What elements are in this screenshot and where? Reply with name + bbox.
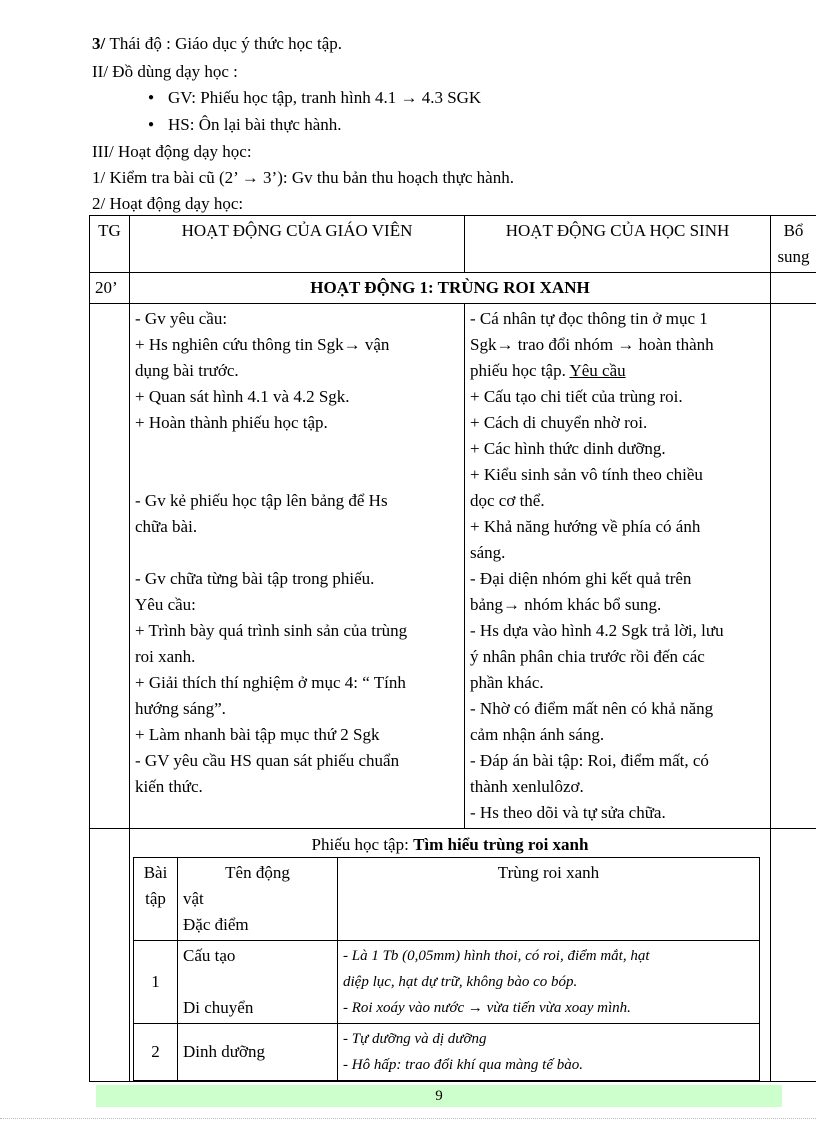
desc-line: - Hô hấp: trao đổi khí qua màng tế bào. — [343, 1057, 583, 1073]
col-bai-1: Bài — [143, 863, 168, 882]
teacher-line: - Gv yêu cầu: — [135, 309, 228, 328]
teacher-activity-cell — [130, 304, 465, 829]
student-line: Sgk→ trao đổi nhóm → hoàn thành — [470, 335, 714, 354]
student-yeucau: Yêu cầu — [569, 361, 626, 380]
student-line: bảng→ nhóm khác bổ sung. — [470, 595, 662, 614]
student-line — [470, 358, 765, 384]
attitude-head: Thái độ — [109, 34, 162, 53]
teacher-line: + Trình bày quá trình sinh sản của trùng — [135, 621, 408, 640]
page-footer — [96, 1085, 782, 1107]
header-extra-1: Bổ — [783, 221, 804, 240]
student-phieu: phiếu học tập. — [470, 361, 570, 380]
student-line: + Khả năng hướng về phía có ánh — [470, 517, 701, 536]
footer-divider — [0, 1118, 816, 1119]
student-activity-cell — [465, 304, 771, 829]
time-cell: 20’ — [90, 273, 130, 304]
teacher-line: - Gv kẻ phiếu học tập lên bảng để Hs — [135, 491, 388, 510]
row-desc — [338, 941, 760, 1024]
teacher-line: Yêu cầu: — [135, 595, 196, 614]
teacher-line: - GV yêu cầu HS quan sát phiếu chuẩn — [135, 751, 400, 770]
feature-line: Di chuyển — [183, 998, 254, 1017]
student-line: cảm nhận ánh sáng. — [470, 725, 605, 744]
teacher-line: + Làm nhanh bài tập mục thứ 2 Sgk — [135, 725, 380, 744]
teacher-line: + Quan sát hình 4.1 và 4.2 Sgk. — [135, 387, 350, 406]
row-desc — [338, 1024, 760, 1081]
student-line: - Hs dựa vào hình 4.2 Sgk trả lời, lưu — [470, 621, 724, 640]
header-extra-2: sung — [777, 247, 810, 266]
header-extra — [771, 216, 816, 273]
desc-line: - Là 1 Tb (0,05mm) hình thoi, có roi, điểm mắt, hạt — [343, 948, 650, 964]
student-line: dọc cơ thể. — [470, 491, 545, 510]
student-line: + Các hình thức dinh dưỡng. — [470, 439, 666, 458]
row-num: 1 — [134, 941, 178, 1024]
feature-line: Cấu tạo — [183, 946, 236, 965]
header-tg: TG — [90, 216, 130, 273]
worksheet-title — [130, 833, 770, 857]
header-student: HOẠT ĐỘNG CỦA HỌC SINH — [465, 216, 771, 273]
teaching-line: 2/ Hoạt động dạy học: — [92, 194, 244, 213]
attitude-number: 3/ — [92, 34, 110, 53]
teacher-line: hướng sáng”. — [135, 699, 226, 718]
desc-line: - Tự dưỡng và dị dưỡng — [343, 1031, 487, 1047]
teacher-line: chữa bài. — [135, 517, 198, 536]
materials-item-gv: ● GV: Phiếu học tập, tranh hình 4.1 → 4.3 SGK — [168, 87, 481, 109]
row-num: 2 — [134, 1024, 178, 1081]
teacher-line: + Hs nghiên cứu thông tin Sgk→ vận — [135, 335, 390, 354]
teacher-line: kiến thức. — [135, 777, 203, 796]
col-ten-1: Tên động — [225, 863, 290, 882]
teacher-line: roi xanh. — [135, 647, 196, 666]
lesson-table — [89, 215, 816, 1082]
student-line: - Nhờ có điểm mất nên có khả năng — [470, 699, 714, 718]
col-dacdiem: Đặc điểm — [183, 915, 249, 934]
student-line: - Đại diện nhóm ghi kết quả trên — [470, 569, 692, 588]
student-line: ý nhân phân chia trước rồi đến các — [470, 647, 705, 666]
row-feature — [178, 941, 338, 1024]
col-bai-2: tập — [145, 889, 166, 908]
col-ten-2: vật — [183, 889, 204, 908]
attitude-line — [92, 33, 342, 55]
student-line: sáng. — [470, 543, 506, 562]
desc-line: diệp lục, hạt dự trữ, không bào co bóp. — [343, 974, 578, 990]
row-feature: Dinh dưỡng — [178, 1024, 338, 1081]
teacher-line: dụng bài trước. — [135, 361, 239, 380]
worksheet-title-prefix: Phiếu học tập: — [311, 835, 414, 854]
desc-line: - Roi xoáy vào nước → vừa tiến vừa xoay mình. — [343, 1000, 631, 1016]
student-line: + Kiểu sinh sản vô tính theo chiều — [470, 465, 703, 484]
page-number: 9 — [435, 1088, 443, 1104]
worksheet-table — [133, 857, 760, 1081]
attitude-text: : Giáo dục ý thức học tập. — [161, 34, 343, 53]
materials-item-hs: ● HS: Ôn lại bài thực hành. — [168, 114, 342, 136]
student-line: - Hs theo dõi và tự sửa chữa. — [470, 803, 666, 822]
student-line: - Đáp án bài tập: Roi, điểm mất, có — [470, 751, 709, 770]
materials-heading: II/ Đồ dùng dạy học : — [92, 62, 238, 81]
student-line: thành xenlulôzơ. — [470, 777, 584, 796]
activities-heading: III/ Hoạt động dạy học: — [92, 142, 252, 161]
col-trungroi: Trùng roi xanh — [338, 858, 760, 941]
student-line: + Cấu tạo chi tiết của trùng roi. — [470, 387, 683, 406]
check-line: 1/ Kiểm tra bài cũ (2’ → 3’): Gv thu bản thu hoạch thực hành. — [92, 168, 514, 187]
student-line: phần khác. — [470, 673, 544, 692]
student-line: - Cá nhân tự đọc thông tin ở mục 1 — [470, 309, 708, 328]
activity-title: HOẠT ĐỘNG 1: TRÙNG ROI XANH — [130, 273, 771, 304]
worksheet-title-main: Tìm hiểu trùng roi xanh — [413, 835, 589, 854]
col-bai — [134, 858, 178, 941]
student-line: + Cách di chuyển nhờ roi. — [470, 413, 648, 432]
header-teacher: HOẠT ĐỘNG CỦA GIÁO VIÊN — [130, 216, 465, 273]
teacher-line: - Gv chữa từng bài tập trong phiếu. — [135, 569, 375, 588]
teacher-line: + Giải thích thí nghiệm ở mục 4: “ Tính — [135, 673, 406, 692]
col-ten — [178, 858, 338, 941]
teacher-line: + Hoàn thành phiếu học tập. — [135, 413, 328, 432]
worksheet-cell — [130, 829, 771, 1082]
